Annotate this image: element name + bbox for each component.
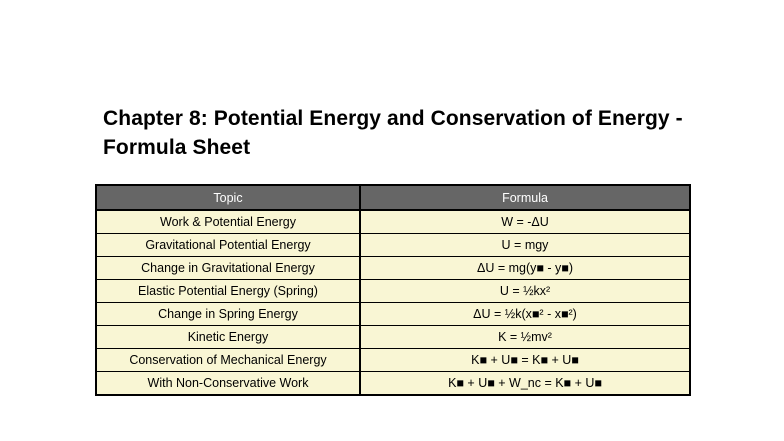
topic-cell: Gravitational Potential Energy — [96, 234, 360, 257]
formula-cell: K■ + U■ + W_nc = K■ + U■ — [360, 372, 690, 396]
topic-cell: Change in Gravitational Energy — [96, 257, 360, 280]
table-row — [96, 372, 690, 396]
topic-cell: Elastic Potential Energy (Spring) — [96, 280, 360, 303]
column-header-topic: Topic — [96, 185, 360, 210]
topic-cell: Kinetic Energy — [96, 326, 360, 349]
topic-cell: With Non-Conservative Work — [96, 372, 360, 396]
table-header-row — [96, 185, 690, 210]
topic-cell: Change in Spring Energy — [96, 303, 360, 326]
formula-cell: W = -ΔU — [360, 210, 690, 234]
table-row — [96, 234, 690, 257]
formula-cell: K = ½mv² — [360, 326, 690, 349]
page-title: Chapter 8: Potential Energy and Conservation of Energy - Formula Sheet — [103, 107, 683, 159]
formula-cell: ΔU = mg(y■ - y■) — [360, 257, 690, 280]
topic-cell: Conservation of Mechanical Energy — [96, 349, 360, 372]
formula-cell: U = ½kx² — [360, 280, 690, 303]
topic-cell: Work & Potential Energy — [96, 210, 360, 234]
table-row — [96, 303, 690, 326]
table-row — [96, 280, 690, 303]
formula-table — [95, 184, 691, 396]
formula-cell: U = mgy — [360, 234, 690, 257]
column-header-formula: Formula — [360, 185, 690, 210]
table-row — [96, 326, 690, 349]
formula-cell: ΔU = ½k(x■² - x■²) — [360, 303, 690, 326]
table-row — [96, 349, 690, 372]
table-row — [96, 210, 690, 234]
table-row — [96, 257, 690, 280]
formula-cell: K■ + U■ = K■ + U■ — [360, 349, 690, 372]
